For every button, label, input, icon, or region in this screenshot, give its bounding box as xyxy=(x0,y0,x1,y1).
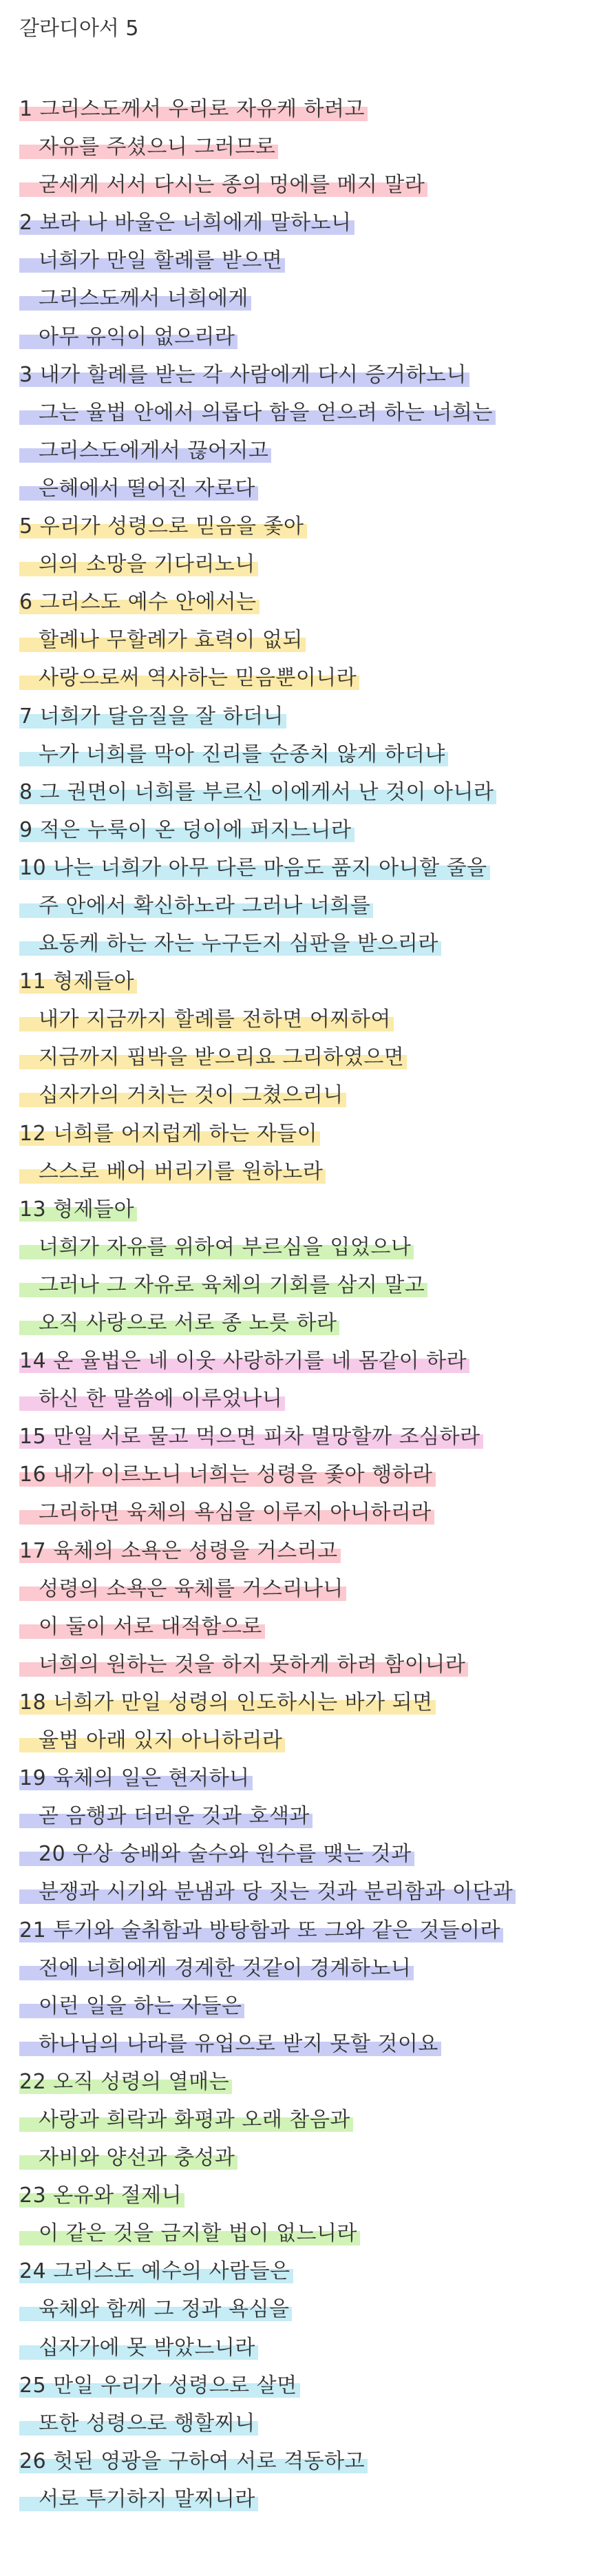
verse-line-continuation xyxy=(0,658,603,696)
verse-text: 12 너희를 어지럽게 하는 자들이 xyxy=(19,1120,320,1148)
verse-text: 이런 일을 하는 자들은 xyxy=(19,1993,244,2020)
verse-text: 육체와 함께 그 정과 욕심을 xyxy=(19,2296,292,2323)
verse-text: 그리하면 육체의 욕심을 이루지 아니하리라 xyxy=(19,1499,434,1527)
verse-line-continuation xyxy=(0,1797,603,1834)
verse-text: 11 형제들아 xyxy=(19,968,137,996)
verse-line-continuation xyxy=(0,2290,603,2327)
verse-text: 25 만일 우리가 성령으로 살면 xyxy=(19,2372,300,2400)
verse-line-continuation xyxy=(0,886,603,924)
verse-text: 5 우리가 성령으로 믿음을 좇아 xyxy=(19,513,307,541)
verse-text: 9 적은 누룩이 온 덩이에 퍼지느니라 xyxy=(19,817,355,844)
verse-line-continuation xyxy=(0,127,603,165)
verse-line-start xyxy=(0,2442,603,2480)
verse-line-start xyxy=(0,1341,603,1379)
verse-text: 너희가 만일 할례를 받으면 xyxy=(19,247,285,275)
verse-line-continuation xyxy=(0,431,603,469)
verse-line-start xyxy=(0,2252,603,2290)
verse-line-start xyxy=(0,962,603,1000)
verse-text: 그리스도께서 너희에게 xyxy=(19,285,251,313)
verse-line-start xyxy=(0,810,603,848)
page-title: 갈라디아서 5 xyxy=(19,17,139,41)
verse-line-start xyxy=(0,2366,603,2404)
verse-line-continuation xyxy=(0,1872,603,1910)
verse-text: 19 육체의 일은 현저하니 xyxy=(19,1765,253,1792)
verse-text: 굳세게 서서 다시는 종의 멍에를 메지 말라 xyxy=(19,171,427,199)
verse-text: 십자가에 못 박았느니라 xyxy=(19,2334,258,2362)
verse-text: 은혜에서 떨어진 자로다 xyxy=(19,475,258,503)
verse-text: 20 우상 숭배와 술수와 원수를 맺는 것과 xyxy=(19,1841,414,1868)
verse-text: 23 온유와 절제니 xyxy=(19,2182,184,2210)
verse-text: 너희의 원하는 것을 하지 못하게 하려 함이니라 xyxy=(19,1651,468,1679)
verse-line-continuation xyxy=(0,2214,603,2252)
verse-text: 26 헛된 영광을 구하여 서로 격동하고 xyxy=(19,2448,368,2475)
verse-line-continuation xyxy=(0,1266,603,1303)
verse-text: 너희가 자유를 위하여 부르심을 입었으나 xyxy=(19,1234,414,1261)
verse-text: 2 보라 나 바울은 너희에게 말하노니 xyxy=(19,209,355,237)
verse-text: 스스로 베어 버리기를 원하노라 xyxy=(19,1158,326,1186)
verse-line-continuation xyxy=(0,735,603,773)
verse-text: 서로 투기하지 말찌니라 xyxy=(19,2486,258,2513)
verse-text: 21 투기와 술취함과 방탕함과 또 그와 같은 것들이라 xyxy=(19,1917,503,1945)
verse-line-continuation xyxy=(0,545,603,583)
verse-line-start xyxy=(0,2062,603,2100)
verse-text: 22 오직 성령의 열매는 xyxy=(19,2069,232,2096)
verse-line-start xyxy=(0,1455,603,1493)
verse-text: 15 만일 서로 물고 먹으면 피차 멸망할까 조심하라 xyxy=(19,1423,483,1451)
verse-text: 주 안에서 확신하노라 그러나 너희를 xyxy=(19,892,373,920)
verse-line-continuation xyxy=(0,1493,603,1531)
verse-text: 8 그 권면이 너희를 부르신 이에게서 난 것이 아니라 xyxy=(19,779,496,806)
verse-line-start xyxy=(0,697,603,735)
verse-line-continuation xyxy=(0,1834,603,1872)
verse-text: 분쟁과 시기와 분냄과 당 짓는 것과 분리함과 이단과 xyxy=(19,1878,516,1906)
verse-text: 그리스도에게서 끊어지고 xyxy=(19,437,271,465)
verse-text: 18 너희가 만일 성령의 인도하시는 바가 되면 xyxy=(19,1689,436,1717)
verse-line-continuation xyxy=(0,1152,603,1190)
verse-text: 아무 유익이 없으리라 xyxy=(19,324,237,351)
verse-line-start xyxy=(0,1759,603,1797)
verse-text: 하나님의 나라를 유업으로 받지 못할 것이요 xyxy=(19,2031,441,2058)
verse-line-continuation xyxy=(0,620,603,658)
verse-text: 하신 한 말씀에 이루었나니 xyxy=(19,1385,285,1413)
verse-text: 의의 소망을 기다리노니 xyxy=(19,551,258,578)
verse-text: 10 나는 너희가 아무 다른 마음도 품지 아니할 줄을 xyxy=(19,855,490,882)
verse-line-continuation xyxy=(0,1987,603,2024)
verse-line-start xyxy=(0,203,603,241)
verse-line-continuation xyxy=(0,165,603,203)
verse-text: 24 그리스도 예수의 사람들은 xyxy=(19,2258,293,2285)
verse-line-continuation xyxy=(0,924,603,962)
verse-text: 자비와 양선과 충성과 xyxy=(19,2144,237,2172)
verse-text: 전에 너희에게 경계한 것같이 경계하노니 xyxy=(19,1955,414,1982)
verse-text: 또한 성령으로 행할찌니 xyxy=(19,2410,258,2438)
verse-line-continuation xyxy=(0,241,603,279)
verse-text: 그러나 그 자유로 육체의 기회를 삼지 말고 xyxy=(19,1272,427,1299)
verse-line-continuation xyxy=(0,1569,603,1607)
verse-line-start xyxy=(0,1114,603,1152)
verse-line-start xyxy=(0,1190,603,1228)
verse-line-continuation xyxy=(0,317,603,355)
verse-line-continuation xyxy=(0,393,603,431)
verse-line-start xyxy=(0,1531,603,1569)
verse-text: 7 너희가 달음질을 잘 하더니 xyxy=(19,703,286,731)
verse-line-continuation xyxy=(0,279,603,317)
verse-text: 1 그리스도께서 우리로 자유케 하려고 xyxy=(19,96,368,123)
verse-line-continuation xyxy=(0,2404,603,2442)
verse-text: 지금까지 핍박을 받으리요 그리하였으면 xyxy=(19,1044,407,1071)
verse-line-start xyxy=(0,2176,603,2214)
verse-line-start xyxy=(0,848,603,886)
verse-line-continuation xyxy=(0,1607,603,1645)
verse-text: 성령의 소욕은 육체를 거스리나니 xyxy=(19,1575,346,1603)
verse-line-start xyxy=(0,507,603,545)
verse-text: 십자가의 거치는 것이 그쳤으리니 xyxy=(19,1082,346,1109)
verse-line-continuation xyxy=(0,2480,603,2517)
verse-line-continuation xyxy=(0,1228,603,1266)
verse-text: 14 온 율법은 네 이웃 사랑하기를 네 몸같이 하라 xyxy=(19,1348,469,1375)
verse-text: 그는 율법 안에서 의롭다 함을 얻으려 하는 너희는 xyxy=(19,399,496,427)
verse-line-continuation xyxy=(0,2024,603,2062)
verse-line-continuation xyxy=(0,1721,603,1759)
verse-line-continuation xyxy=(0,1000,603,1038)
verse-line-start xyxy=(0,1683,603,1721)
verse-text: 사랑과 희락과 화평과 오래 참음과 xyxy=(19,2106,353,2134)
verse-line-continuation xyxy=(0,1645,603,1683)
verse-text: 사랑으로써 역사하는 믿음뿐이니라 xyxy=(19,664,359,692)
verse-line-continuation xyxy=(0,1038,603,1076)
verse-line-continuation xyxy=(0,2138,603,2176)
verse-line-continuation xyxy=(0,469,603,507)
verse-text: 16 내가 이르노니 너희는 성령을 좇아 행하라 xyxy=(19,1461,436,1489)
verse-text: 요동케 하는 자는 누구든지 심판을 받으리라 xyxy=(19,930,441,958)
verse-text: 곧 음행과 더러운 것과 호색과 xyxy=(19,1803,313,1830)
verse-line-continuation xyxy=(0,1076,603,1113)
verse-text: 6 그리스도 예수 안에서는 xyxy=(19,589,260,616)
verse-line-continuation xyxy=(0,1949,603,1987)
verse-line-start xyxy=(0,1417,603,1455)
verse-text: 17 육체의 소욕은 성령을 거스리고 xyxy=(19,1538,341,1565)
verse-text: 자유를 주셨으니 그러므로 xyxy=(19,134,278,161)
verse-text: 3 내가 할례를 받는 각 사람에게 다시 증거하노니 xyxy=(19,362,469,389)
verse-text: 누가 너희를 막아 진리를 순종치 않게 하더냐 xyxy=(19,741,448,768)
verse-text: 할례나 무할례가 효력이 없되 xyxy=(19,627,306,654)
verse-line-continuation xyxy=(0,1303,603,1341)
verse-line-continuation xyxy=(0,1379,603,1417)
verse-line-start xyxy=(0,1911,603,1949)
verse-text: 내가 지금까지 할례를 전하면 어찌하여 xyxy=(19,1006,394,1034)
verse-text: 이 같은 것을 금지할 법이 없느니라 xyxy=(19,2220,360,2248)
verse-line-start xyxy=(0,583,603,620)
verse-line-start xyxy=(0,355,603,393)
verse-text: 13 형제들아 xyxy=(19,1196,137,1224)
verse-line-continuation xyxy=(0,2328,603,2366)
verse-text: 율법 아래 있지 아니하리라 xyxy=(19,1727,285,1755)
verse-text: 이 둘이 서로 대적함으로 xyxy=(19,1613,265,1641)
verse-line-continuation xyxy=(0,2100,603,2138)
verse-line-start xyxy=(0,90,603,127)
verse-line-start xyxy=(0,773,603,810)
verse-text: 오직 사랑으로 서로 종 노릇 하라 xyxy=(19,1310,339,1337)
verse-list xyxy=(0,90,603,2517)
